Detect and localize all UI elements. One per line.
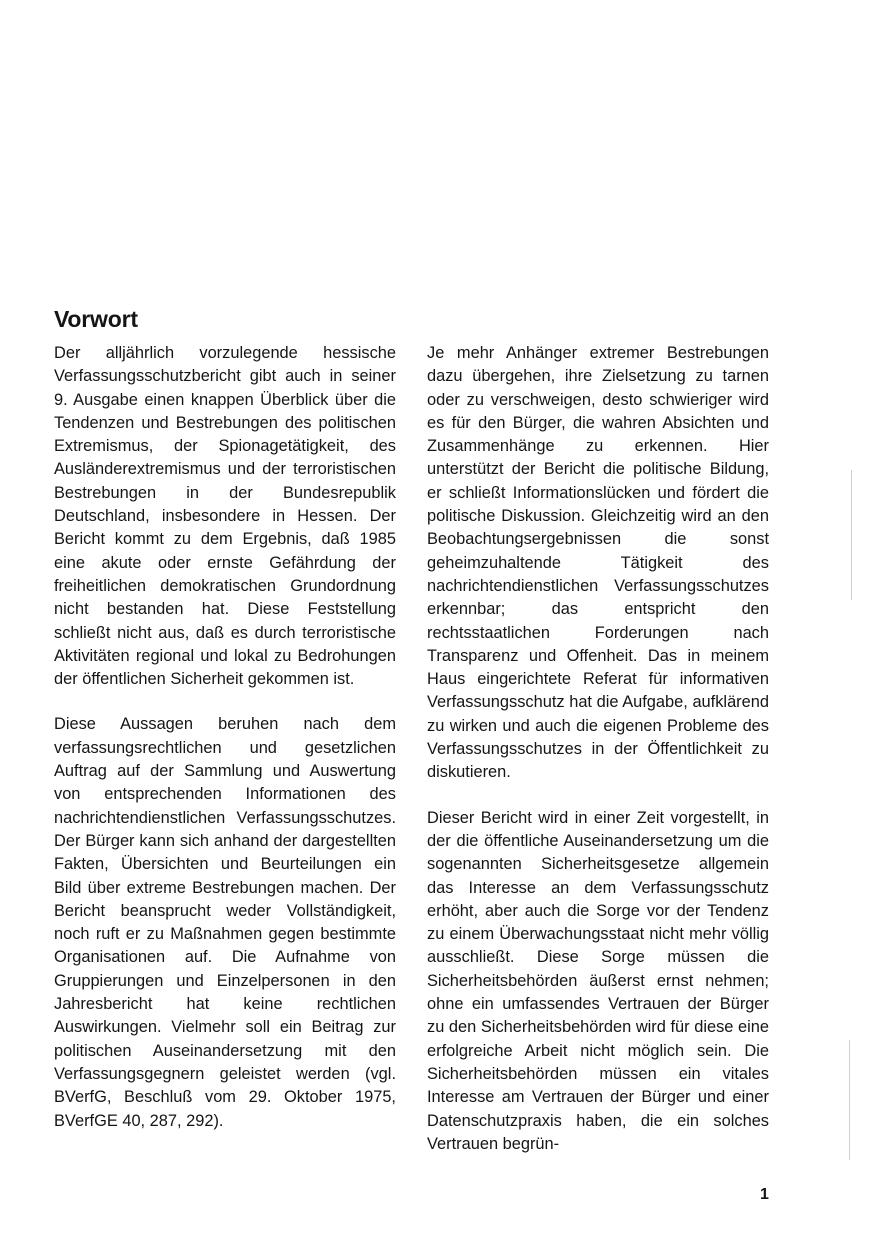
right-paragraph-2: Dieser Bericht wird in einer Zeit vorgestellt, in der die öffentliche Auseinandersetzung um die sogenannten Sicherheitsgesetze allgemein das Interesse an dem Verfassungsschutz erhöht, aber auch die Sorge vor der Tendenz zu einem Überwachungsstaat nicht mehr völlig ausschließt. Diese Sorge müssen die Sicherheitsbehörden äußerst ernst nehmen; ohne ein umfassendes Vertrauen der Bürger zu den Sicherheitsbehörden wird für diese eine erfolgreiche Arbeit nicht möglich sein. Die Sicherheitsbehörden müssen ein vitales Interesse am Vertrauen der Bürger und einer Datenschutzpraxis haben, die ein solches Vertrauen begrün- — [427, 808, 769, 1153]
paragraph-spacer — [427, 785, 769, 807]
scan-edge-mark — [851, 470, 852, 600]
left-column — [54, 342, 396, 1133]
paragraph-spacer — [54, 691, 396, 713]
right-paragraph-1: Je mehr Anhänger extremer Bestrebungen dazu übergehen, ihre Zielsetzung zu tarnen oder zu verschweigen, desto schwieriger wird es für den Bürger, die wahren Absichten und Zusammenhänge zu erkennen. Hier unterstützt der Bericht die politische Bildung, er schließt Informationslücken und fördert die politische Diskussion. Gleichzeitig wird an den Beobachtungsergebnissen die sonst geheimzuhaltende Tätigkeit des nachrichtendienstlichen Verfassungsschutzes erkennbar; das entspricht den rechtsstaatlichen Forderungen nach Transparenz und Offenheit. Das in meinem Haus eingerichtete Referat für informativen Verfassungsschutz hat die Aufgabe, aufklärend zu wirken und auch die eigenen Probleme des Verfassungsschutzes in der Öffentlichkeit zu diskutieren. — [427, 344, 769, 782]
left-paragraph-2: Diese Aussagen beruhen nach dem verfassungsrechtlichen und gesetzlichen Auftrag auf der Sammlung und Auswertung von entsprechenden Informationen des nachrichtendienstlichen Verfassungsschutzes. Der Bürger kann sich anhand der dargestellten Fakten, Übersichten und Beurteilungen ein Bild über extreme Bestrebungen machen. Der Bericht beansprucht weder Vollständigkeit, noch ruft er zu Maßnahmen gegen bestimmte Organisationen auf. Die Aufnahme von Gruppierungen und Einzelpersonen in den Jahresbericht hat keine rechtlichen Auswirkungen. Vielmehr soll ein Beitrag zur politischen Auseinandersetzung mit den Verfassungsgegnern geleistet werden (vgl. BVerfG, Beschluß vom 29. Oktober 1975, BVerfGE 40, 287, 292). — [54, 715, 396, 1130]
scan-edge-mark — [849, 1040, 850, 1160]
page-number: 1 — [760, 1186, 769, 1203]
page-title: Vorwort — [54, 306, 138, 332]
left-paragraph-1: Der alljährlich vorzulegende hessische Verfassungsschutzbericht gibt auch in seiner 9. Ausgabe einen knappen Überblick über die Tendenzen und Bestrebungen des politischen Extremismus, der Spionagetätigkeit, des Ausländerextremismus und der terroristischen Bestrebungen in der Bundesrepublik Deutschland, insbesondere in Hessen. Der Bericht kommt zu dem Ergebnis, daß 1985 eine akute oder ernste Gefährdung der freiheitlichen demokratischen Grundordnung nicht bestanden hat. Diese Feststellung schließt nicht aus, daß es durch terroristische Aktivitäten regional und lokal zu Bedrohungen der öffentlichen Sicherheit gekommen ist. — [54, 344, 396, 689]
right-column — [427, 342, 769, 1156]
